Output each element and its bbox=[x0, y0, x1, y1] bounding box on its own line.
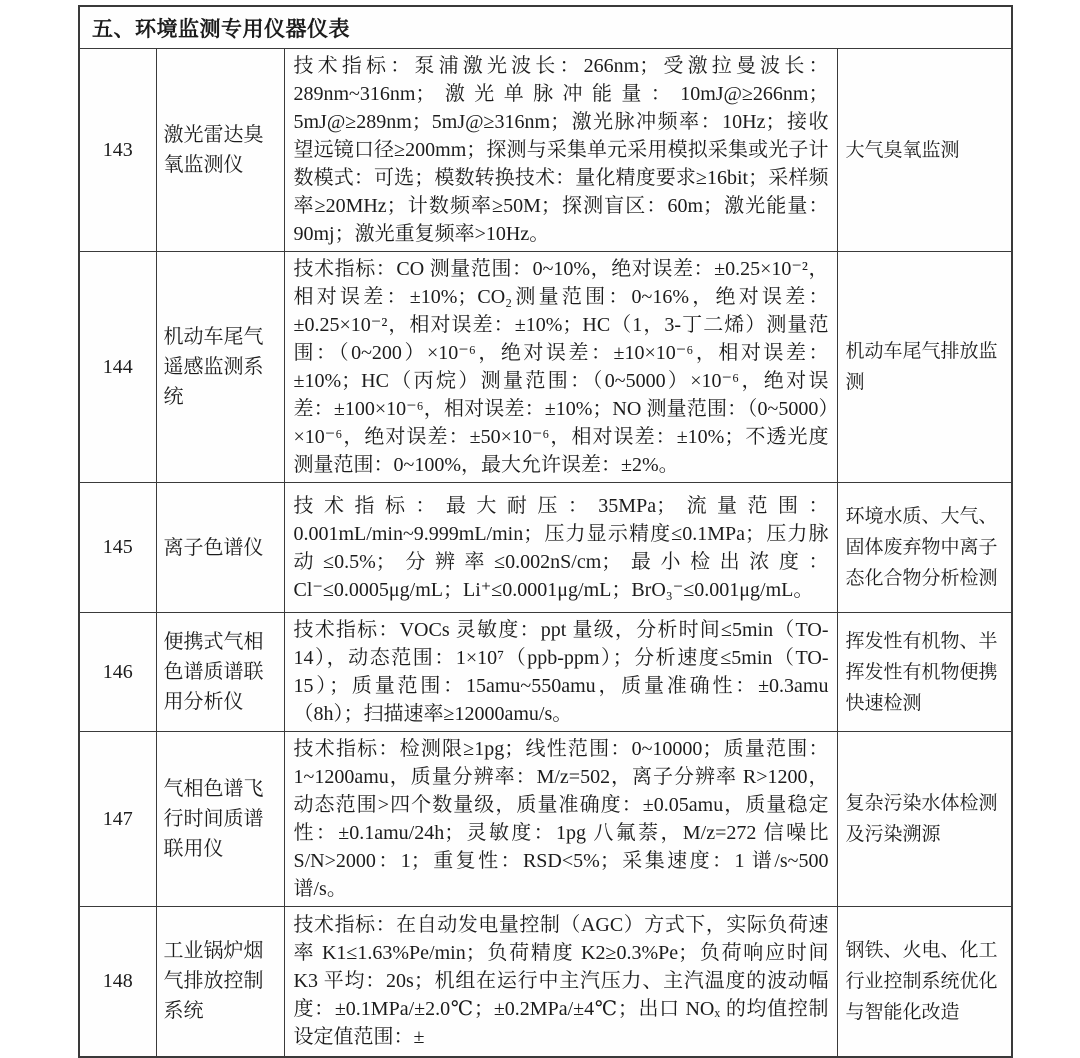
row-number: 145 bbox=[79, 483, 156, 613]
row-number: 144 bbox=[79, 252, 156, 483]
instrument-table bbox=[78, 5, 1013, 1058]
application-field: 复杂污染水体检测及污染溯源 bbox=[837, 732, 1012, 907]
row-number: 148 bbox=[79, 907, 156, 1057]
instrument-name: 机动车尾气遥感监测系统 bbox=[156, 252, 284, 483]
technical-specs: 技术指标：检测限≥1pg；线性范围：0~10000；质量范围：1~1200amu，质量分辨率：M/z=502，离子分辨率 R>1200，动态范围>四个数量级，质量准确度：±0.05amu，质量稳定性：±0.1amu/24h；灵敏度：1pg 八氟萘，M/z=272 信噪比 S/N>2000：1；重复性：RSD<5%；采集速度：1 谱/s~500 谱/s。 bbox=[284, 732, 837, 907]
table-row bbox=[79, 907, 1012, 1057]
row-number: 146 bbox=[79, 613, 156, 732]
technical-specs: 技术指标：CO 测量范围：0~10%，绝对误差：±0.25×10⁻²，相对误差：±10%；CO₂测量范围：0~16%，绝对误差：±0.25×10⁻²，相对误差：±10%；HC（1，3-丁二烯）测量范围：（0~200）×10⁻⁶，绝对误差：±10×10⁻⁶，相对误差：±10%；HC（丙烷）测量范围：（0~5000）×10⁻⁶，绝对误差：±100×10⁻⁶，相对误差：±10%；NO 测量范围：（0~5000）×10⁻⁶，绝对误差：±50×10⁻⁶，相对误差：±10%；不透光度测量范围：0~100%，最大允许误差：±2%。 bbox=[284, 252, 837, 483]
instrument-name: 工业锅炉烟气排放控制系统 bbox=[156, 907, 284, 1057]
section-title-row bbox=[79, 6, 1012, 49]
row-number: 143 bbox=[79, 49, 156, 252]
table-row bbox=[79, 483, 1012, 613]
section-title: 五、环境监测专用仪器仪表 bbox=[79, 6, 1012, 49]
application-field: 环境水质、大气、固体废弃物中离子态化合物分析检测 bbox=[837, 483, 1012, 613]
application-field: 机动车尾气排放监测 bbox=[837, 252, 1012, 483]
table-row bbox=[79, 732, 1012, 907]
instrument-name: 便携式气相色谱质谱联用分析仪 bbox=[156, 613, 284, 732]
instrument-name: 离子色谱仪 bbox=[156, 483, 284, 613]
instrument-name: 气相色谱飞行时间质谱联用仪 bbox=[156, 732, 284, 907]
document-page bbox=[78, 5, 1013, 1058]
technical-specs: 技术指标：VOCs 灵敏度：ppt 量级，分析时间≤5min（TO-14），动态范围：1×10⁷（ppb-ppm）；分析速度≤5min（TO-15）；质量范围：15amu~550amu，质量准确性：±0.3amu（8h）；扫描速率≥12000amu/s。 bbox=[284, 613, 837, 732]
technical-specs: 技术指标：最大耐压：35MPa；流量范围：0.001mL/min~9.999mL/min；压力显示精度≤0.1MPa；压力脉动≤0.5%；分辨率≤0.002nS/cm；最小检出浓度：Cl⁻≤0.0005μg/mL；Li⁺≤0.0001μg/mL；BrO₃⁻≤0.001μg/mL。 bbox=[284, 483, 837, 613]
table-row bbox=[79, 613, 1012, 732]
row-number: 147 bbox=[79, 732, 156, 907]
technical-specs: 技术指标：泵浦激光波长：266nm；受激拉曼波长：289nm~316nm；激光单脉冲能量：10mJ@≥266nm；5mJ@≥289nm；5mJ@≥316nm；激光脉冲频率：10Hz；接收望远镜口径≥200mm；探测与采集单元采用模拟采集或光子计数模式：可选；模数转换技术：量化精度要求≥16bit；采样频率≥20MHz；计数频率≥50M；探测盲区：60m；激光能量：90mj；激光重复频率>10Hz。 bbox=[284, 49, 837, 252]
instrument-name: 激光雷达臭氧监测仪 bbox=[156, 49, 284, 252]
table-row bbox=[79, 49, 1012, 252]
application-field: 大气臭氧监测 bbox=[837, 49, 1012, 252]
table-row bbox=[79, 252, 1012, 483]
application-field: 钢铁、火电、化工行业控制系统优化与智能化改造 bbox=[837, 907, 1012, 1057]
technical-specs: 技术指标：在自动发电量控制（AGC）方式下，实际负荷速率 K1≤1.63%Pe/min；负荷精度 K2≥0.3%Pe；负荷响应时间 K3 平均：20s；机组在运行中主汽压力、主汽温度的波动幅度：±0.1MPa/±2.0℃；±0.2MPa/±4℃；出口 NOₓ 的均值控制设定值范围：± bbox=[284, 907, 837, 1057]
application-field: 挥发性有机物、半挥发性有机物便携快速检测 bbox=[837, 613, 1012, 732]
